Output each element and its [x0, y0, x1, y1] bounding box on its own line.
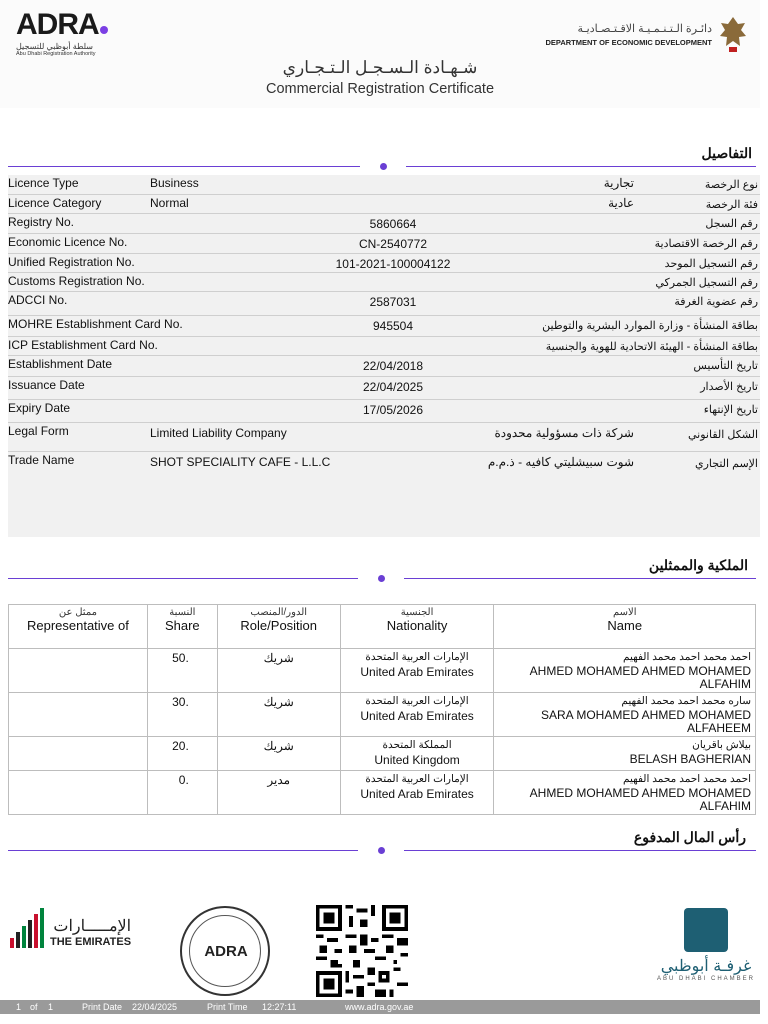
owner-nationality-en: United Kingdom	[374, 753, 460, 767]
detail-row	[8, 214, 760, 234]
detail-row	[8, 292, 760, 316]
emirates-name-ar: الإمـــــارات	[53, 918, 132, 935]
detail-row	[8, 452, 760, 537]
owner-share: 50.	[147, 649, 217, 693]
detail-label-en: ICP Establishment Card No.	[8, 338, 158, 352]
adra-logo	[16, 10, 108, 57]
owner-name-ar: احمد محمد احمد محمد الفهيم	[622, 651, 751, 663]
col-representative: ممثل عن Representative of	[9, 605, 148, 649]
detail-row	[8, 254, 760, 273]
col-share: النسبة Share	[147, 605, 217, 649]
detail-label-en: MOHRE Establishment Card No.	[8, 317, 183, 331]
owner-name-ar: ساره محمد احمد محمد الفهيم	[621, 695, 751, 707]
detail-label-en: Customs Registration No.	[8, 274, 145, 288]
footer-bar	[0, 1000, 760, 1014]
owner-nationality-ar: الإمارات العربية المتحدة	[365, 695, 469, 707]
website-link[interactable]: www.adra.gov.ae	[345, 1002, 414, 1012]
detail-value-ar: شوت سبيشليتي كافيه - ذ.م.م	[487, 455, 634, 469]
detail-label-en: Licence Type	[8, 176, 79, 190]
chamber-name-en: ABU DHABI CHAMBER	[656, 976, 755, 982]
adra-subtitle-ar: سلطة أبوظبي للتسجيل	[16, 42, 93, 51]
owner-name	[494, 649, 756, 693]
detail-row	[8, 175, 760, 195]
ownership-table	[8, 604, 756, 815]
abu-dhabi-chamber-logo	[656, 908, 756, 982]
owner-role: مدير	[217, 771, 340, 815]
capital-divider-left	[8, 850, 358, 851]
detail-label-ar: الإسم التجاري	[694, 458, 758, 470]
owner-name	[494, 737, 756, 771]
details-section-title: التفاصيل	[701, 145, 752, 161]
detail-row	[8, 316, 760, 337]
ded-logo	[545, 22, 712, 47]
details-divider-dot-icon	[380, 163, 387, 170]
owner-share: 20.	[147, 737, 217, 771]
owner-name-ar: بيلاش باقريان	[692, 739, 751, 751]
detail-label-ar: فئة الرخصة	[705, 199, 758, 211]
certificate-title-en: Commercial Registration Certificate	[265, 81, 495, 97]
owner-nationality	[340, 693, 494, 737]
owner-role: شريك	[217, 649, 340, 693]
owner-row	[9, 771, 756, 815]
owner-role: شريك	[217, 737, 340, 771]
owner-name-ar: احمد محمد احمد محمد الفهيم	[622, 773, 751, 785]
detail-label-en: Registry No.	[8, 215, 75, 229]
detail-label-en: Issuance Date	[8, 378, 85, 392]
detail-label-ar: رقم عضوية الغرفة	[674, 296, 758, 308]
detail-label-en: Expiry Date	[8, 401, 71, 415]
detail-label-en: Establishment Date	[8, 357, 113, 371]
qr-code-icon	[316, 905, 408, 997]
adra-subtitle-en: Abu Dhabi Registration Authority	[16, 51, 96, 57]
ded-name-en: DEPARTMENT OF ECONOMIC DEVELOPMENT	[545, 38, 712, 47]
print-date-label: Print Date	[82, 1002, 123, 1012]
owner-name	[494, 693, 756, 737]
detail-label-ar: رقم التسجيل الموحد	[664, 258, 758, 270]
adra-wordmark: ADRA	[16, 8, 99, 41]
detail-value: 22/04/2025	[362, 380, 424, 394]
detail-label-ar: رقم السجل	[705, 218, 758, 230]
col-name: الاسم Name	[494, 605, 756, 649]
detail-value: 101-2021-100004122	[335, 257, 451, 271]
owner-share: 30.	[147, 693, 217, 737]
detail-value: Business	[150, 176, 199, 190]
emirates-bars-icon	[10, 908, 44, 948]
emirates-name-en: THE EMIRATES	[50, 936, 132, 948]
detail-label-ar: الشكل القانوني	[688, 429, 758, 441]
ownership-divider-right	[404, 578, 756, 579]
owner-role: شريك	[217, 693, 340, 737]
detail-value: Normal	[150, 196, 189, 210]
capital-divider-dot-icon	[378, 847, 385, 854]
detail-value-ar: عادية	[608, 196, 634, 210]
detail-row	[8, 273, 760, 292]
owner-representative	[9, 649, 148, 693]
detail-label-en: Legal Form	[8, 424, 69, 438]
owner-nationality-en: United Arab Emirates	[360, 709, 474, 723]
owner-representative	[9, 693, 148, 737]
seal-wordmark: ADRA	[204, 943, 248, 960]
print-time-value: 12:27:11	[262, 1002, 297, 1012]
detail-value: 17/05/2026	[362, 403, 424, 417]
detail-label-en: Trade Name	[8, 453, 75, 467]
certificate-title-ar: شـهـادة الـسـجـل الـتـجـاري	[282, 58, 478, 77]
adra-seal	[180, 906, 270, 996]
owner-name-en: AHMED MOHAMED AHMED MOHAMED ALFAHIM	[529, 786, 751, 813]
owner-name-en: SARA MOHAMED AHMED MOHAMED ALFAHEEM	[540, 708, 751, 735]
owner-name-en: AHMED MOHAMED AHMED MOHAMED ALFAHIM	[529, 664, 751, 691]
detail-label-ar: رقم التسجيل الجمركي	[655, 277, 758, 289]
detail-label-ar: بطاقة المنشأة - وزارة الموارد البشرية والتوطين	[542, 320, 758, 332]
owner-share: 0.	[147, 771, 217, 815]
owner-row	[9, 649, 756, 693]
ownership-divider-left	[8, 578, 358, 579]
owner-nationality	[340, 737, 494, 771]
col-nationality: الجنسية Nationality	[340, 605, 494, 649]
detail-row	[8, 356, 760, 377]
owner-name	[494, 771, 756, 815]
the-emirates-logo	[10, 908, 131, 948]
detail-label-ar: رقم الرخصة الاقتصادية	[654, 238, 758, 250]
detail-row	[8, 423, 760, 452]
chamber-name-ar: غرفـة أبوظبي	[660, 958, 752, 975]
page-of: of	[30, 1002, 38, 1012]
owner-nationality-ar: المملكة المتحدة	[382, 739, 452, 751]
print-time-label: Print Time	[207, 1002, 248, 1012]
owner-nationality-en: United Arab Emirates	[360, 787, 474, 801]
owner-name-en: BELASH BAGHERIAN	[629, 752, 751, 766]
detail-value: CN-2540772	[358, 237, 428, 251]
capital-divider-right	[404, 850, 756, 851]
owner-nationality-ar: الإمارات العربية المتحدة	[365, 773, 469, 785]
detail-label-ar: نوع الرخصة	[704, 179, 758, 191]
ded-name-ar: دائـرة الـتـنـمـيـة الاقـتـصـاديـة	[577, 23, 712, 35]
detail-value: 945504	[372, 319, 414, 333]
detail-value-ar: شركة ذات مسؤولية محدودة	[494, 426, 634, 440]
detail-label-en: ADCCI No.	[8, 293, 68, 307]
details-divider-left	[8, 166, 360, 167]
ownership-header-row	[9, 605, 756, 649]
detail-label-ar: تاريخ الإنتهاء	[703, 404, 758, 416]
ownership-section-title: الملكية والممثلين	[648, 557, 748, 573]
owner-row	[9, 737, 756, 771]
detail-label-en: Economic Licence No.	[8, 235, 128, 249]
details-divider-right	[406, 166, 756, 167]
detail-label-en: Unified Registration No.	[8, 255, 135, 269]
falcon-emblem-icon	[716, 14, 750, 54]
capital-section-title: رأس المال المدفوع	[633, 829, 746, 845]
page-total: 1	[48, 1002, 54, 1012]
detail-row	[8, 337, 760, 356]
detail-value: 2587031	[369, 295, 417, 309]
owner-representative	[9, 771, 148, 815]
detail-row	[8, 234, 760, 254]
owner-representative	[9, 737, 148, 771]
detail-value-ar: تجارية	[603, 176, 634, 190]
owner-row	[9, 693, 756, 737]
print-date-value: 22/04/2025	[132, 1002, 178, 1012]
owner-nationality	[340, 649, 494, 693]
detail-value: SHOT SPECIALITY CAFE - L.L.C	[150, 455, 331, 469]
detail-value: 22/04/2018	[362, 359, 424, 373]
owner-nationality	[340, 771, 494, 815]
detail-label-ar: تاريخ الأصدار	[700, 381, 758, 393]
detail-row	[8, 377, 760, 400]
detail-row	[8, 195, 760, 214]
ownership-divider-dot-icon	[378, 575, 385, 582]
adra-dot-icon	[100, 26, 108, 34]
detail-label-en: Licence Category	[8, 196, 102, 210]
detail-label-ar: تاريخ التأسيس	[693, 360, 758, 372]
detail-row	[8, 400, 760, 423]
owner-nationality-ar: الإمارات العربية المتحدة	[365, 651, 469, 663]
col-role: الدور/المنصب Role/Position	[217, 605, 340, 649]
detail-label-ar: بطاقة المنشأة - الهيئة الاتحادية للهوية والجنسية	[545, 341, 758, 353]
detail-value: 5860664	[369, 217, 417, 231]
page-number: 1	[16, 1002, 22, 1012]
detail-value: Limited Liability Company	[150, 426, 287, 440]
chamber-emblem-icon	[684, 908, 728, 952]
owner-nationality-en: United Arab Emirates	[360, 665, 474, 679]
